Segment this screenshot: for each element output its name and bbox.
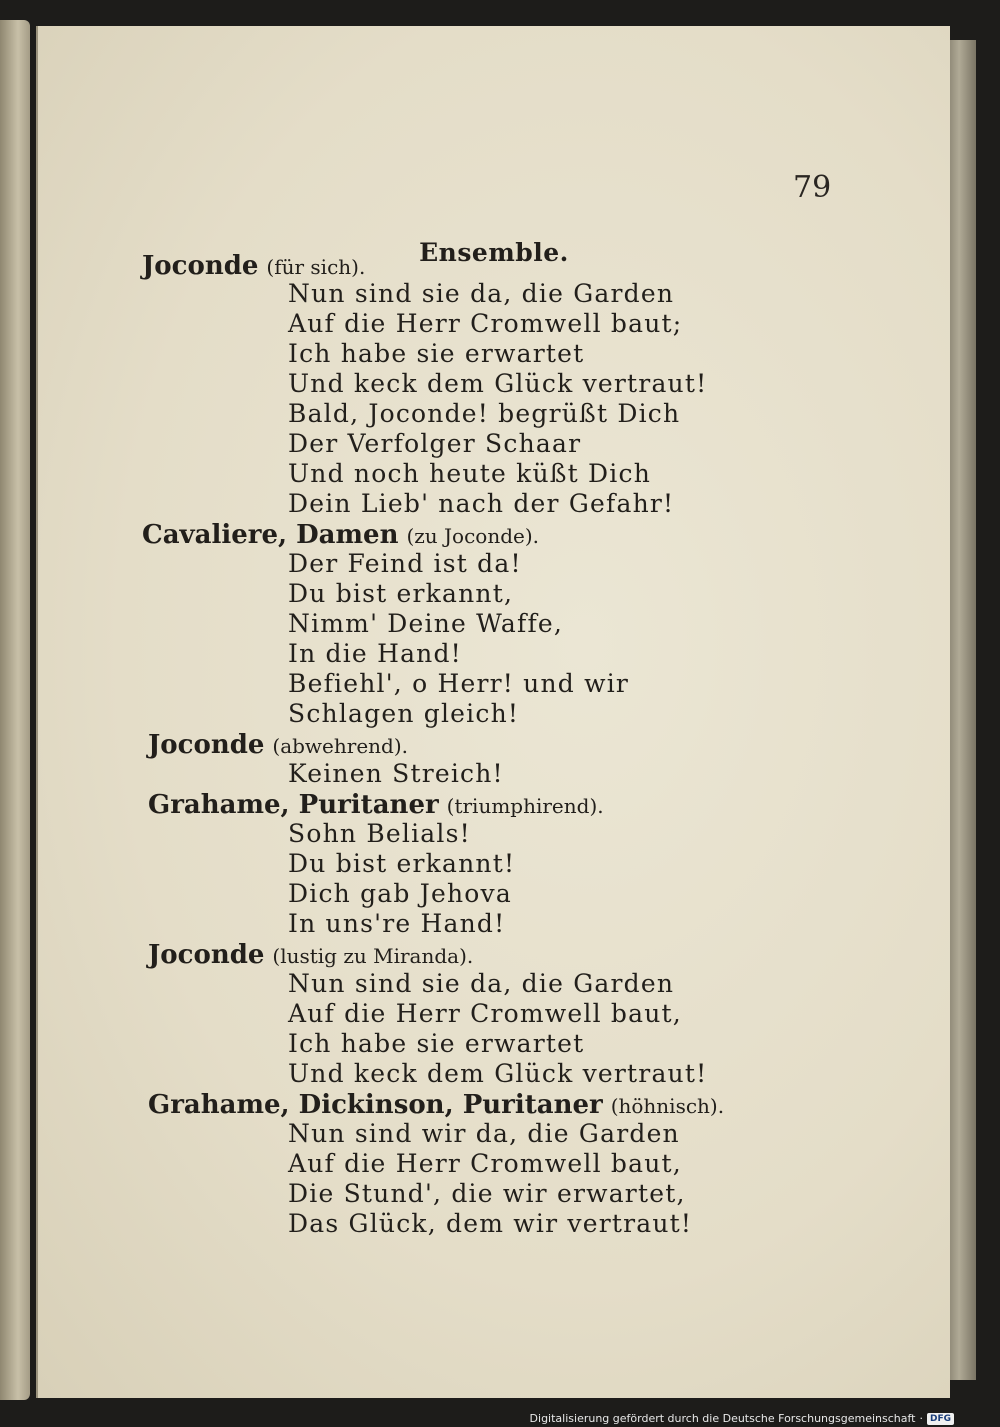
verse-line: Und keck dem Glück vertraut! — [288, 1059, 708, 1088]
stage-direction: (triumphirend). — [446, 794, 604, 818]
stage-direction: (für sich). — [266, 255, 366, 279]
speaker-name: Joconde — [142, 251, 259, 281]
verse-line: Das Glück, dem wir vertraut! — [288, 1209, 693, 1238]
speaker-name: Joconde — [148, 940, 265, 970]
verse-line: In die Hand! — [288, 639, 462, 668]
dfg-logo: DFG — [927, 1413, 954, 1425]
credit-text: Digitalisierung gefördert durch die Deutsche Forschungsgemeinschaft — [529, 1412, 916, 1425]
verse-line: Nun sind wir da, die Garden — [288, 1119, 680, 1148]
verse-line: Nun sind sie da, die Garden — [288, 279, 675, 308]
speaker-line — [148, 940, 473, 971]
verse-line: Die Stund', die wir erwartet, — [288, 1179, 686, 1208]
verse-line: Befiehl', o Herr! und wir — [288, 669, 630, 698]
verse-line: Auf die Herr Cromwell baut, — [288, 999, 682, 1028]
speaker-name: Grahame, Puritaner — [148, 790, 439, 820]
speaker-line — [148, 730, 408, 761]
speaker-line — [142, 520, 539, 551]
stage-direction: (zu Joconde). — [406, 524, 539, 548]
speaker-name: Joconde — [148, 730, 265, 760]
verse-line: Bald, Joconde! begrüßt Dich — [288, 399, 681, 428]
stage-direction: (lustig zu Miranda). — [272, 944, 474, 968]
verse-line: Auf die Herr Cromwell baut; — [288, 309, 683, 338]
book-page — [36, 26, 950, 1398]
previous-page-edge — [0, 20, 30, 1400]
verse-line: Du bist erkannt, — [288, 579, 514, 608]
verse-line: Nun sind sie da, die Garden — [288, 969, 675, 998]
speaker-line — [148, 1090, 724, 1121]
stage-direction: (höhnisch). — [610, 1094, 725, 1118]
verse-line: Dich gab Jehova — [288, 879, 512, 908]
separator: · — [919, 1412, 923, 1425]
verse-line: Der Verfolger Schaar — [288, 429, 582, 458]
speaker-line — [142, 251, 365, 282]
verse-line: Schlagen gleich! — [288, 699, 520, 728]
verse-line: In uns're Hand! — [288, 909, 506, 938]
verse-line: Keinen Streich! — [288, 759, 504, 788]
verse-line: Auf die Herr Cromwell baut, — [288, 1149, 682, 1178]
verse-line: Dein Lieb' nach der Gefahr! — [288, 489, 675, 518]
speaker-name: Cavaliere, Damen — [142, 520, 399, 550]
book-page-stack-edge — [948, 40, 976, 1380]
speaker-line — [148, 790, 604, 821]
verse-line: Du bist erkannt! — [288, 849, 516, 878]
digitization-credit — [530, 1412, 954, 1425]
section-heading: Ensemble. — [419, 238, 569, 267]
stage-direction: (abwehrend). — [272, 734, 409, 758]
verse-line: Ich habe sie erwartet — [288, 1029, 585, 1058]
speaker-name: Grahame, Dickinson, Puritaner — [148, 1090, 603, 1120]
verse-line: Ich habe sie erwartet — [288, 339, 585, 368]
page-number: 79 — [793, 170, 832, 205]
verse-line: Nimm' Deine Waffe, — [288, 609, 564, 638]
verse-line: Der Feind ist da! — [288, 549, 522, 578]
verse-line: Sohn Belials! — [288, 819, 471, 848]
verse-line: Und noch heute küßt Dich — [288, 459, 651, 488]
verse-line: Und keck dem Glück vertraut! — [288, 369, 708, 398]
